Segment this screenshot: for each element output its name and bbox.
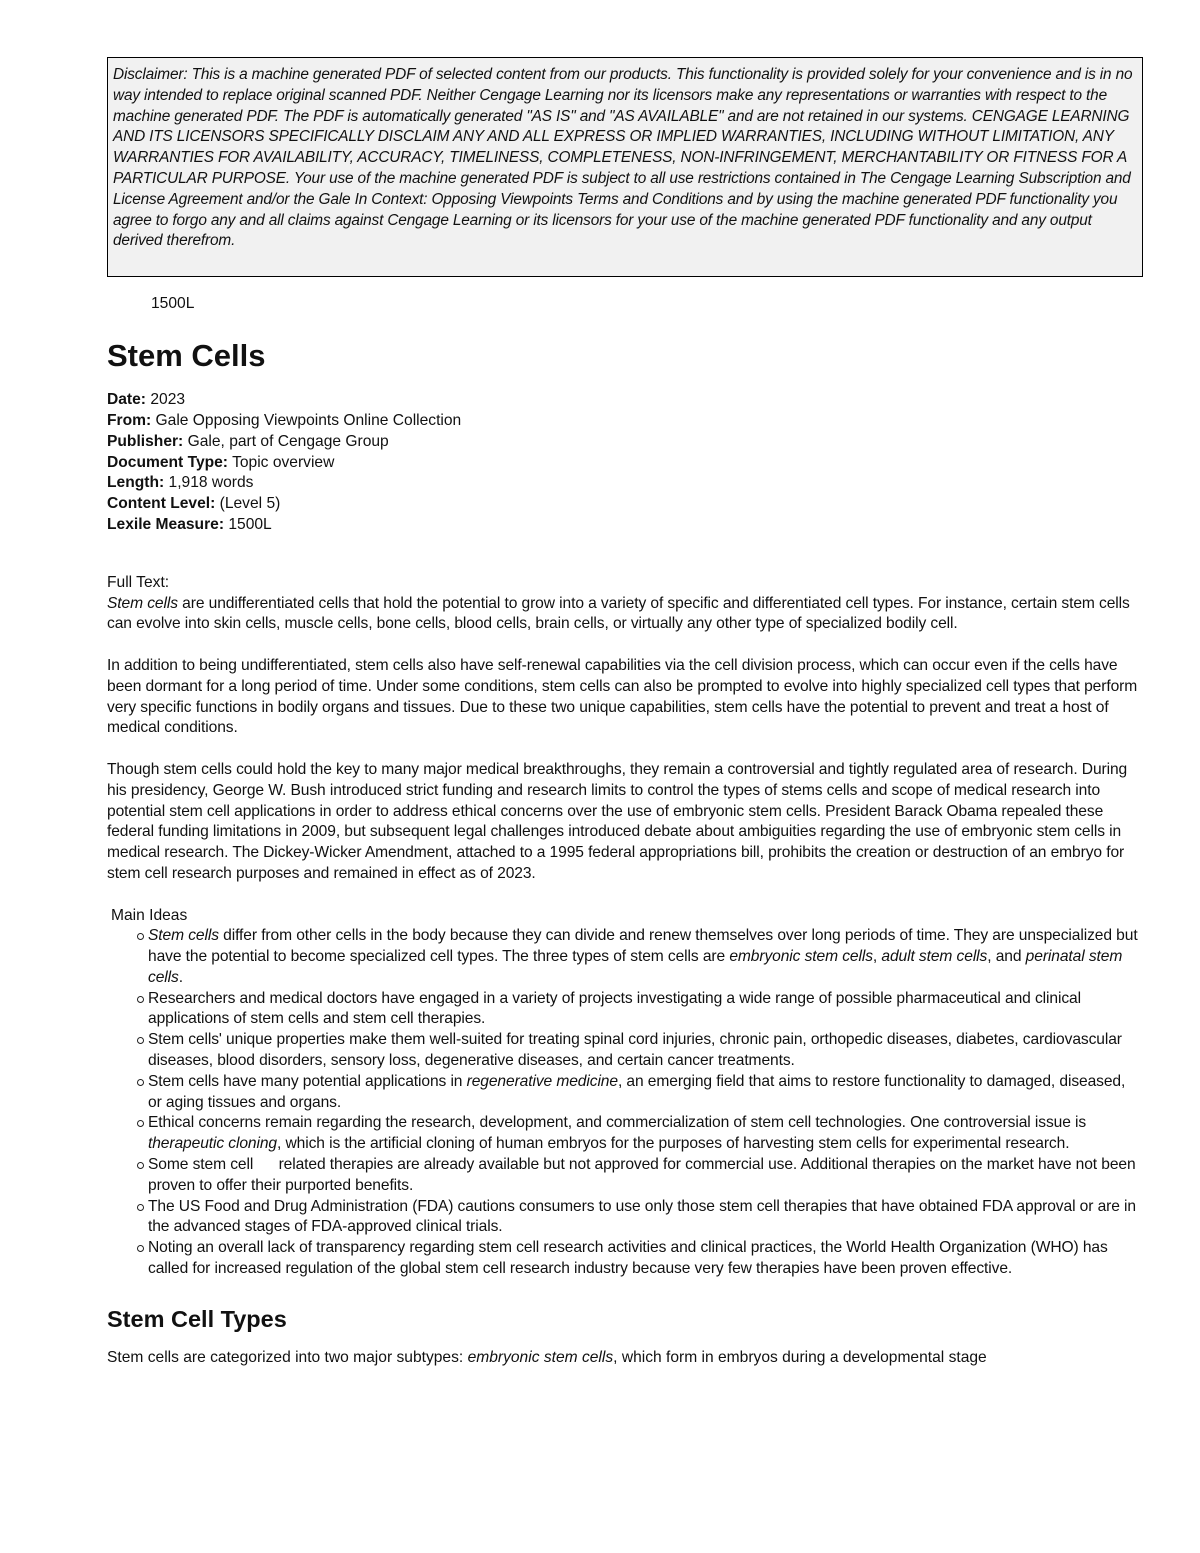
list-item: Stem cells' unique properties make them well-suited for treating spinal cord injuries, chronic pain, orthopedic diseases, diabetes, cardiovascular diseases, blood disorders, sensory loss, degenerative diseases, and certain cancer treatments. [148, 1030, 1143, 1072]
list-item: Researchers and medical doctors have engaged in a variety of projects investigating a wide range of possible pharmaceutical and clinical applications of stem cells and stem cell therapies. [148, 989, 1143, 1031]
bullet-icon [137, 1079, 144, 1086]
document-page [107, 57, 1143, 1384]
paragraph-3: Though stem cells could hold the key to many major medical breakthroughs, they remain a controversial and tightly regulated area of research. During his presidency, George W. Bush introduced strict funding and research limits to control the types of stems cells and scope of medical research into potential stem cell applications in order to address ethical concerns over the use of embryonic stem cells. President Barack Obama repealed these federal funding limitations in 2009, but subsequent legal challenges introduced debate about ambiguities regarding the use of embryonic stem cells in medical research. The Dickey-Wicker Amendment, attached to a 1995 federal appropriations bill, prohibits the creation or destruction of an embryo for stem cell research purposes and remained in effect as of 2023. [107, 760, 1128, 882]
paragraph-stem-cell-types: Stem cells are categorized into two major subtypes: embryonic stem cells, which form in embryos during a developmental stage [107, 1348, 987, 1366]
section-heading-stem-cell-types: Stem Cell Types [107, 1305, 287, 1332]
main-ideas-label: Main Ideas [111, 906, 188, 924]
meta-date: Date: 2023 [107, 391, 186, 409]
main-ideas-list [107, 926, 1143, 1280]
list-item: Stem cells differ from other cells in the body because they can divide and renew themselves over long periods of time. They are unspecialized but have the potential to become specialized cell types. The three types of stem cells are embryonic stem cells, adult stem cells, and perinatal stem cells. [148, 926, 1143, 988]
meta-length: Length: 1,918 words [107, 474, 254, 492]
bullet-icon [137, 1120, 144, 1127]
bullet-icon [137, 1162, 144, 1169]
meta-document-type: Document Type: Topic overview [107, 453, 335, 471]
list-item: Ethical concerns remain regarding the research, development, and commercialization of stem cell technologies. One controversial issue is therapeutic cloning, which is the artificial cloning of human embryos for the purposes of harvesting stem cells for experimental research. [148, 1113, 1143, 1155]
bullet-icon [137, 933, 144, 940]
list-item: Stem cells have many potential applications in regenerative medicine, an emerging field that aims to restore functionality to damaged, diseased, or aging tissues and organs. [148, 1072, 1143, 1114]
meta-content-level: Content Level: (Level 5) [107, 495, 281, 513]
full-text-label: Full Text: [107, 573, 170, 591]
meta-publisher: Publisher: Gale, part of Cengage Group [107, 432, 389, 450]
bullet-icon [137, 1245, 144, 1252]
meta-lexile-measure: Lexile Measure: 1500L [107, 515, 272, 533]
list-item: Noting an overall lack of transparency regarding stem cell research activities and clinical practices, the World Health Organization (WHO) has called for increased regulation of the global stem cell research industry because very few therapies have been proven effective. [148, 1238, 1143, 1280]
disclaimer-box: Disclaimer: This is a machine generated PDF of selected content from our products. This functionality is provided solely for your convenience and is in no way intended to replace original scanned PDF. Neither Cengage Learning nor its licensors make any representations or warranties with respect to the machine generated PDF. The PDF is automatically generated "AS IS" and "AS AVAILABLE" and are not retained in our systems. CENGAGE LEARNING AND ITS LICENSORS SPECIFICALLY DISCLAIM ANY AND ALL EXPRESS OR IMPLIED WARRANTIES, INCLUDING WITHOUT LIMITATION, ANY WARRANTIES FOR AVAILABILITY, ACCURACY, TIMELINESS, COMPLETENESS, NON-INFRINGEMENT, MERCHANTABILITY OR FITNESS FOR A PARTICULAR PURPOSE. Your use of the machine generated PDF is subject to all use restrictions contained in The Cengage Learning Subscription and License Agreement and/or the Gale In Context: Opposing Viewpoints Terms and Conditions and by using the machine generated PDF functionality you agree to forgo any and all claims against Cengage Learning or its licensors for your use of the machine generated PDF functionality and any output derived therefrom. [107, 57, 1143, 277]
bullet-icon [137, 996, 144, 1003]
list-item: The US Food and Drug Administration (FDA) cautions consumers to use only those stem cell therapies that have obtained FDA approval or are in the advanced stages of FDA-approved clinical trials. [148, 1197, 1143, 1239]
bullet-icon [137, 1204, 144, 1211]
paragraph-1: Stem cells are undifferentiated cells that hold the potential to grow into a variety of specific and differentiated cell types. For instance, certain stem cells can evolve into skin cells, muscle cells, bone cells, blood cells, brain cells, or virtually any other type of specialized bodily cell. [107, 594, 1130, 633]
lexile-badge: 1500L [151, 295, 195, 313]
metadata-block [107, 390, 1143, 536]
meta-from: From: Gale Opposing Viewpoints Online Collection [107, 411, 462, 429]
bullet-icon [137, 1037, 144, 1044]
page-title: Stem Cells [107, 338, 266, 374]
list-item: Some stem cell related therapies are already available but not approved for commercial use. Additional therapies on the market have not been proven to offer their purported benefits. [148, 1155, 1143, 1197]
paragraph-2: In addition to being undifferentiated, stem cells also have self-renewal capabilities via the cell division process, which can occur even if the cells have been dormant for a long period of time. Under some conditions, stem cells can also be prompted to evolve into highly specialized cell types that perform very specific functions in bodily organs and tissues. Due to these two unique capabilities, stem cells have the potential to prevent and treat a host of medical conditions. [107, 656, 1138, 737]
